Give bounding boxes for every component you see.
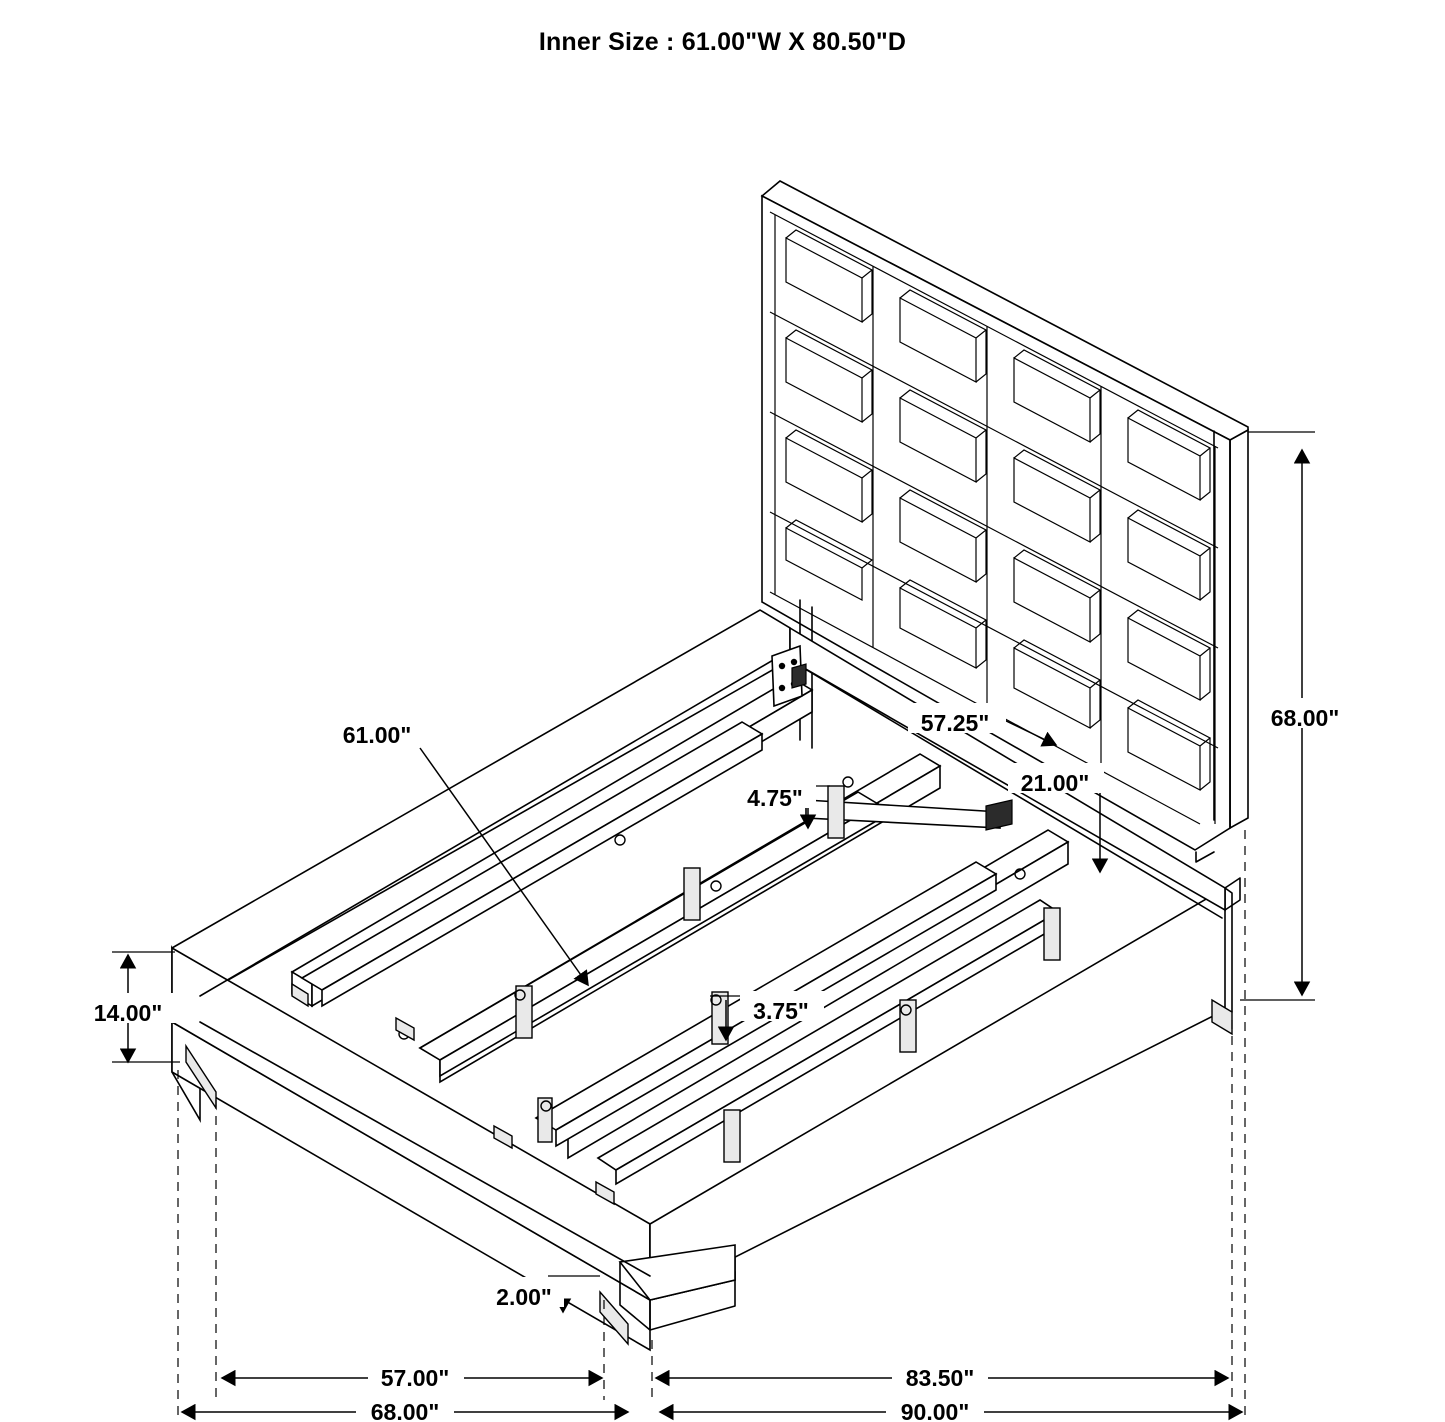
dim-side-length-inner: 83.50" bbox=[905, 1365, 975, 1391]
dim-height-overall: 68.00" bbox=[1270, 705, 1340, 731]
dim-slat-clearance-upper: 4.75" bbox=[747, 785, 803, 811]
dim-deck-to-headboard-top: 21.00" bbox=[1020, 770, 1090, 796]
dim-overall-length: 90.00" bbox=[900, 1399, 970, 1422]
dim-slat-clearance-lower: 3.75" bbox=[753, 998, 809, 1024]
page-title: Inner Size : 61.00"W X 80.50"D bbox=[538, 28, 907, 56]
dim-rail-height: 14.00" bbox=[93, 1000, 163, 1026]
dim-headboard-panel-height: 57.25" bbox=[920, 710, 990, 736]
dim-leg-height: 2.00" bbox=[496, 1284, 552, 1310]
dim-footboard-width: 57.00" bbox=[380, 1365, 450, 1391]
dim-inner-width: 61.00" bbox=[342, 722, 412, 748]
dim-overall-width: 68.00" bbox=[370, 1399, 440, 1422]
